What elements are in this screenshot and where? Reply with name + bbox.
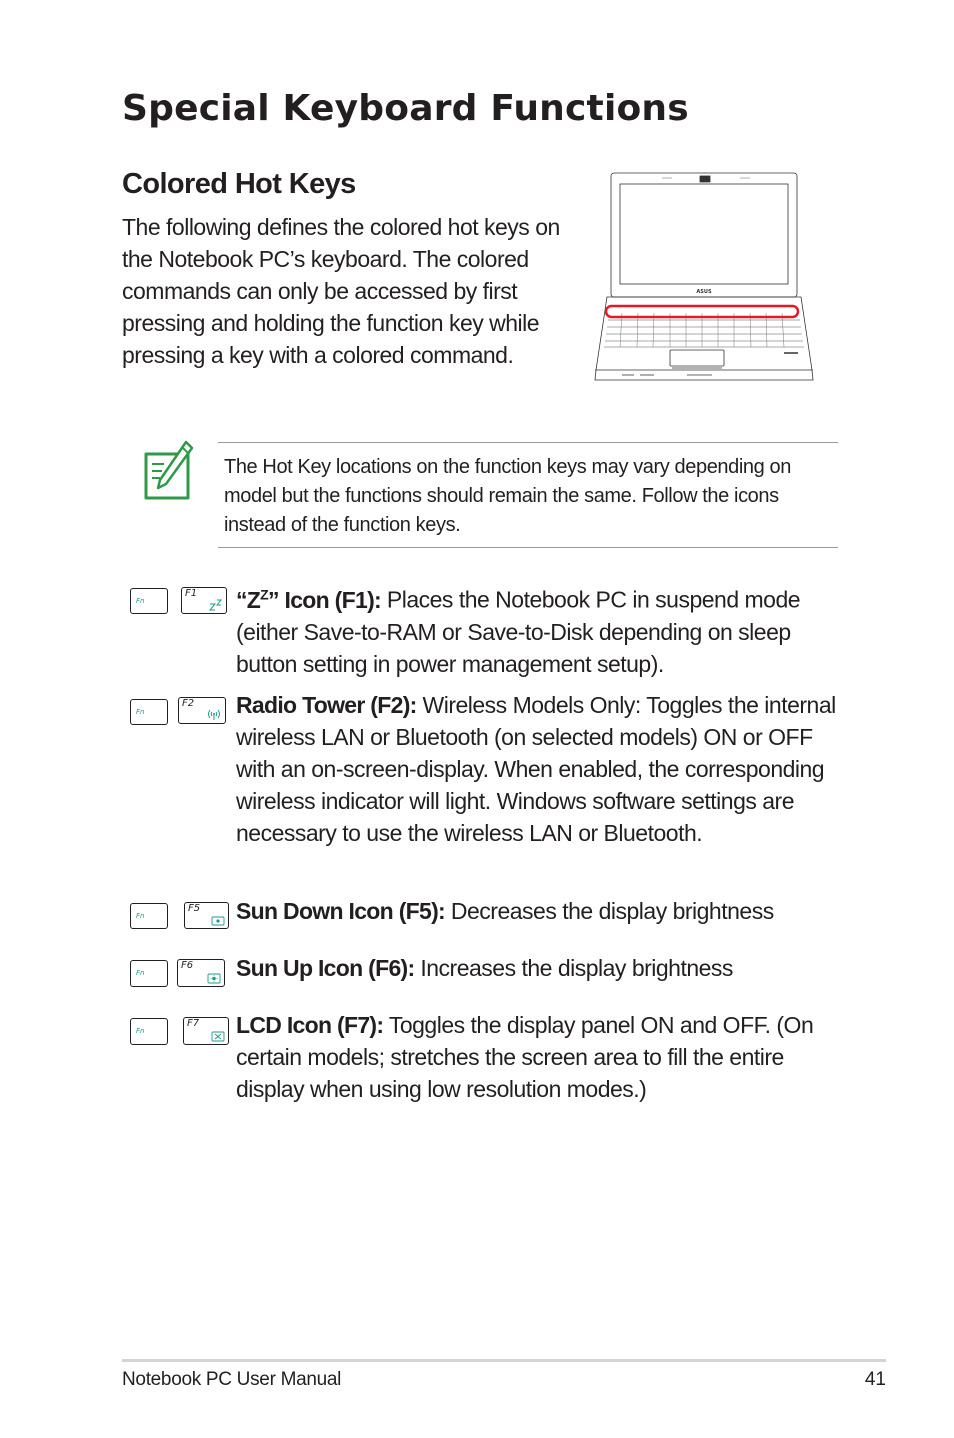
hotkey-f5-text (236, 895, 836, 927)
hotkey-f2-text (236, 689, 836, 849)
notebook-illustration (592, 170, 816, 386)
hotkey-f1-title-pre: “Z (236, 586, 261, 613)
f5-key-label: F5 (188, 903, 201, 914)
hotkey-f2-title: Radio Tower (F2): (236, 692, 417, 718)
hotkey-f1-title (236, 587, 381, 613)
hotkey-f6-text (236, 952, 836, 984)
f7-key-label: F7 (187, 1018, 200, 1029)
hotkey-f7-title: LCD Icon (F7): (236, 1012, 384, 1038)
hotkey-f1-title-sup: Z (260, 586, 269, 602)
hotkey-f5-description: Decreases the display brightness (450, 898, 774, 924)
fn-key (130, 960, 168, 987)
fn-key-label: Fn (136, 912, 145, 920)
fn-key-label: Fn (136, 1027, 145, 1035)
note-text: The Hot Key locations on the function keys may vary depending on model but the functions should remain the same. Follow the icons instead of the function keys. (224, 456, 791, 536)
f1-key (181, 587, 227, 614)
page-number: 41 (864, 1369, 886, 1390)
intro-paragraph: The following defines the colored hot keys on the Notebook PC’s keyboard. The colored commands can only be accessed by first pressing and holding the function key while pressing a key with a colored command. (122, 214, 560, 368)
f6-key (177, 959, 225, 987)
hotkey-f1-description: Places the Notebook PC in suspend mode (either Save-to-RAM or Save-to-Disk depending on sleep button setting in power management setup). (236, 586, 801, 677)
fn-key-label: Fn (136, 969, 145, 977)
hotkey-f6-description: Increases the display brightness (420, 955, 733, 981)
lcd-toggle-icon (211, 1031, 225, 1042)
hotkey-f5-title: Sun Down Icon (F5): (236, 898, 446, 924)
note-bottom-rule (218, 547, 838, 548)
hotkey-f7-description: Toggles the display panel ON and OFF. (On certain models; stretches the screen area to fill the entire display when using low resolution modes.) (236, 1012, 814, 1102)
fn-key (130, 588, 168, 614)
section-heading: Colored Hot Keys (122, 168, 356, 200)
fn-key (130, 699, 168, 725)
fn-key-label: Fn (136, 708, 145, 716)
hotkey-f1-text (236, 578, 836, 680)
fn-key-label: Fn (136, 597, 145, 605)
fn-key (130, 1018, 168, 1045)
f1-key-label: F1 (185, 588, 198, 599)
brand-logo: ASUS (696, 289, 712, 295)
footer-title: Notebook PC User Manual (122, 1369, 342, 1390)
f5-key (184, 902, 229, 929)
page-title: Special Keyboard Functions (122, 88, 689, 129)
f6-key-label: F6 (181, 960, 194, 971)
f7-key (183, 1017, 229, 1045)
hotkey-f1-title-post: ” Icon (F1): (268, 586, 381, 613)
sun-down-icon (211, 916, 225, 926)
radio-tower-icon (206, 708, 222, 721)
fn-key (130, 903, 168, 929)
footer-rule (122, 1359, 886, 1362)
sun-up-icon (207, 973, 221, 984)
note-pencil-icon (142, 440, 194, 502)
hotkey-f2-description: Wireless Models Only: Toggles the internal wireless LAN or Bluetooth (on selected models) ON or OFF with an on-screen-display. When enabled, the corresponding wireless indicator will light. Windows software settings are necessary to use the wireless LAN or Bluetooth. (236, 692, 836, 846)
hotkey-f7-text (236, 1009, 836, 1105)
sleep-zz-icon (209, 599, 223, 611)
note-top-rule (218, 442, 838, 443)
f2-key-label: F2 (182, 698, 195, 709)
hotkey-f6-title: Sun Up Icon (F6): (236, 955, 415, 981)
f2-key (178, 697, 226, 724)
